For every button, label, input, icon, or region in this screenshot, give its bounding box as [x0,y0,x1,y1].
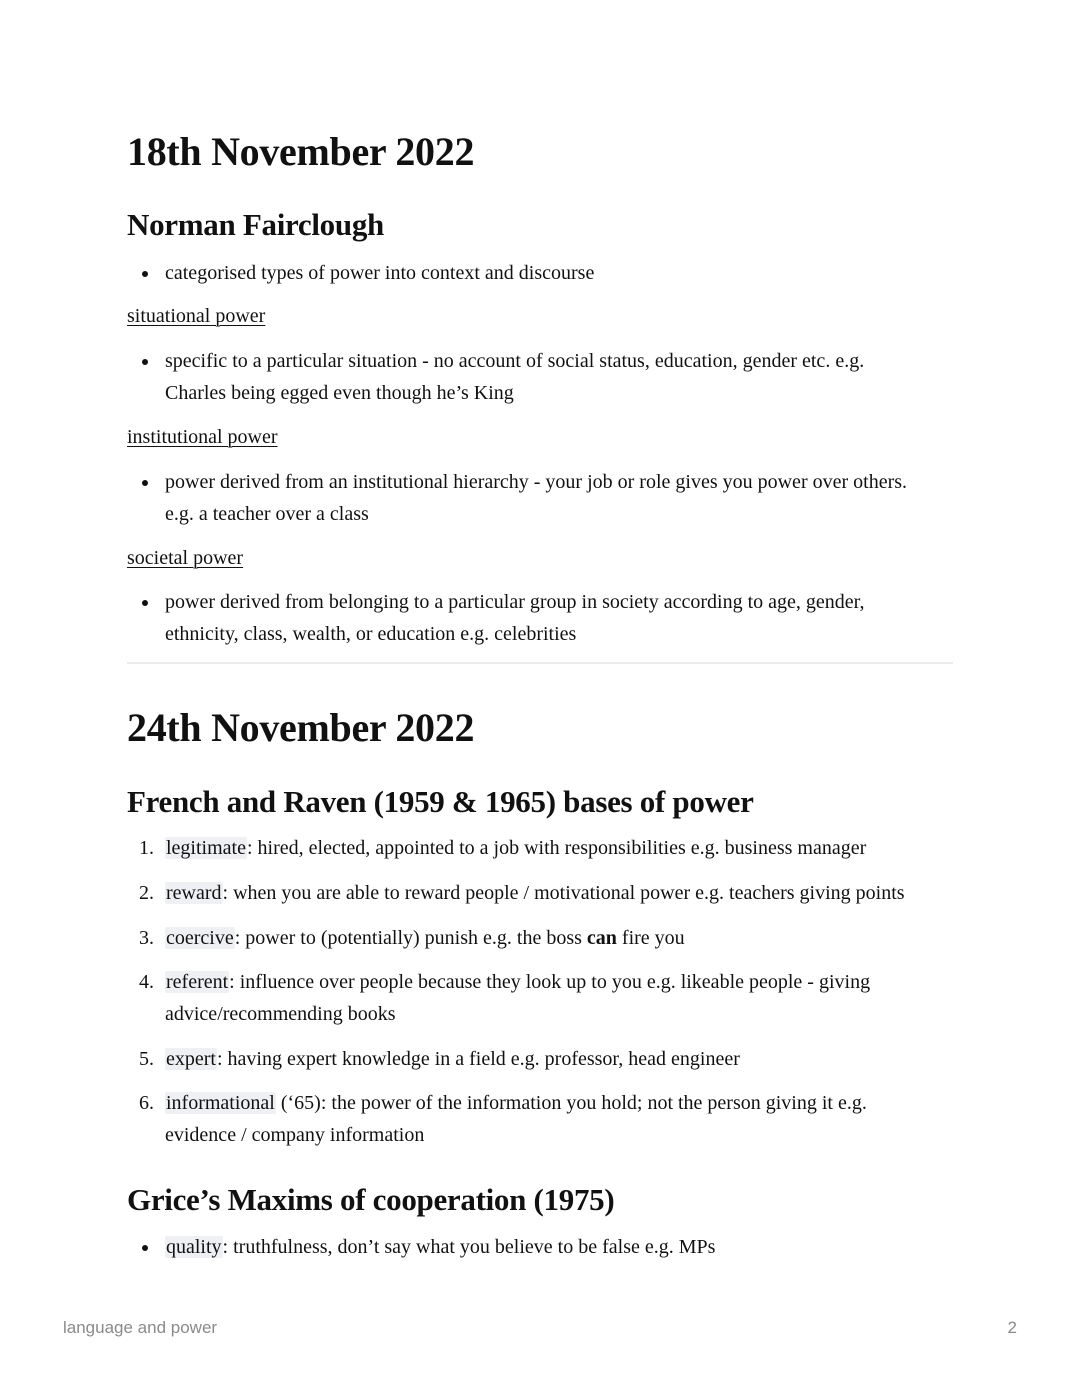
footer-document-title: language and power [63,1318,218,1337]
list-number: 5. [139,1048,154,1070]
list-item-text: categorised types of power into context and discourse [165,262,595,284]
item-description: (‘65): the power of the information you hold; not the person giving it e.g. [275,1092,867,1114]
fairclough-intro-list [127,257,953,289]
heading-norman-fairclough: Norman Fairclough [127,207,384,242]
item-description: : having expert knowledge in a field e.g. professor, head engineer [216,1048,740,1070]
list-item [127,586,953,650]
list-item-text-cont: ethnicity, class, wealth, or education e.g. celebrities [165,623,577,645]
list-number: 3. [139,927,154,949]
label-societal-power: societal power [127,547,244,569]
section-divider [127,662,953,664]
heading-grice-maxims: Grice’s Maxims of cooperation (1975) [127,1182,615,1217]
date-heading-24-nov: 24th November 2022 [127,705,475,750]
term-legitimate: legitimate [166,837,246,859]
list-item-text: specific to a particular situation - no account of social status, education, gender etc. e.g. [165,350,865,372]
list-item [127,257,953,289]
item-description-cont: advice/recommending books [165,1003,396,1025]
list-item-legitimate [127,832,953,864]
list-item-informational [127,1087,953,1151]
list-item-text: power derived from belonging to a particular group in society according to age, gender, [165,591,865,613]
list-number: 2. [139,882,154,904]
societal-power-list [127,586,953,650]
list-item-text-cont: Charles being egged even though he’s King [165,382,514,404]
date-heading-18-nov: 18th November 2022 [127,129,475,174]
list-number: 4. [139,971,154,993]
list-item-expert [127,1043,953,1075]
list-item-text: power derived from an institutional hierarchy - your job or role gives you power over others. [165,471,908,493]
term-coercive: coercive [166,927,234,949]
label-institutional-power: institutional power [127,426,278,448]
list-item-quality [127,1231,953,1263]
item-description-after: fire you [616,927,685,949]
list-number: 6. [139,1092,154,1114]
item-description: : truthfulness, don’t say what you believe to be false e.g. MPs [222,1236,716,1258]
list-item-coercive [127,922,953,954]
bold-can: can [586,927,617,949]
item-description-cont: evidence / company information [165,1124,425,1146]
footer-page-number: 2 [1007,1318,1017,1337]
term-referent: referent [166,971,229,993]
term-reward: reward [166,882,222,904]
institutional-power-list [127,466,953,530]
term-informational: informational [166,1092,275,1114]
grice-maxims-list [127,1231,953,1263]
item-description: : when you are able to reward people / motivational power e.g. teachers giving points [222,882,905,904]
term-expert: expert [166,1048,216,1070]
list-item [127,466,953,530]
situational-power-list [127,345,953,409]
heading-french-and-raven: French and Raven (1959 & 1965) bases of power [127,784,754,819]
item-description: : hired, elected, appointed to a job with responsibilities e.g. business manager [246,837,867,859]
list-item-text-cont: e.g. a teacher over a class [165,503,369,525]
item-description: : power to (potentially) punish e.g. the boss [234,927,587,949]
bases-of-power-list [127,832,953,1151]
list-item [127,345,953,409]
label-situational-power: situational power [127,305,266,327]
list-item-referent [127,966,953,1030]
list-number: 1. [139,837,154,859]
term-quality: quality [166,1236,222,1258]
item-description: : influence over people because they look up to you e.g. likeable people - giving [229,971,871,993]
list-item-reward [127,877,953,909]
